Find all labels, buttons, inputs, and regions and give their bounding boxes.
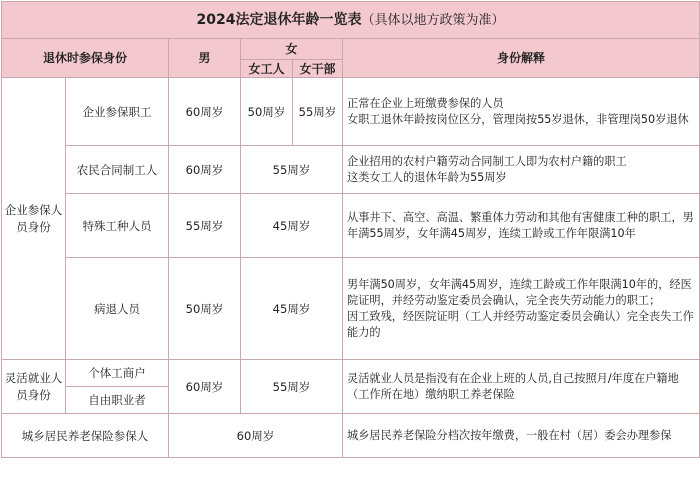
identity-explanation: 企业招用的农村户籍劳动合同制工人即为农村户籍的职工 这类女工人的退休年龄为55周岁 [343,146,700,194]
header-female-worker: 女工人 [241,60,293,78]
group-enterprise: 企业参保人员身份 [2,78,66,360]
identity-type: 病退人员 [66,258,169,360]
identity-type: 农民合同制工人 [66,146,169,194]
header-female-cadre: 女干部 [293,60,343,78]
retirement-age-table-container [1,1,699,478]
male-age: 60周岁 [169,78,241,146]
table-row [2,78,700,146]
identity-type: 自由职业者 [66,387,169,414]
female-age: 55周岁 [241,360,343,414]
identity-explanation: 男年满50周岁，女年满45周岁，连续工龄或工作年限满10年的，经医院证明，并经劳动鉴定委员会确认，完全丧失劳动能力的职工； 因工致残，经医院证明（工人并经劳动鉴定委员会确认）完全丧失工作能力的 [343,258,700,360]
table-row [2,414,700,458]
table-title [2,2,700,39]
table-row [2,360,700,387]
retirement-age-table [1,1,700,458]
male-age: 60周岁 [169,360,241,414]
table-row [2,194,700,258]
identity-explanation: 灵活就业人员是指没有在企业上班的人员,自己按照月/年度在户籍地（工作所在地）缴纳职工养老保险 [343,360,700,414]
header-female: 女 [241,39,343,60]
header-explanation: 身份解释 [343,39,700,78]
female-age: 55周岁 [241,146,343,194]
male-age: 55周岁 [169,194,241,258]
female-age: 45周岁 [241,194,343,258]
female-cadre-age: 55周岁 [293,78,343,146]
header-row-1 [2,39,700,60]
header-identity: 退休时参保身份 [2,39,169,78]
female-worker-age: 50周岁 [241,78,293,146]
identity-type: 城乡居民养老保险参保人 [2,414,169,458]
subtitle-text: （具体以地方政策为准） [361,12,505,28]
table-row [2,146,700,194]
group-flexible: 灵活就业人员身份 [2,360,66,414]
identity-type: 特殊工种人员 [66,194,169,258]
female-age: 45周岁 [241,258,343,360]
title-text: 2024法定退休年龄一览表 [196,11,362,28]
retirement-age: 60周岁 [169,414,343,458]
identity-type: 企业参保职工 [66,78,169,146]
male-age: 60周岁 [169,146,241,194]
identity-explanation: 从事井下、高空、高温、繁重体力劳动和其他有害健康工种的职工，男年满55周岁，女年满45周岁，连续工龄或工作年限满10年 [343,194,700,258]
identity-explanation: 正常在企业上班缴费参保的人员 女职工退休年龄按岗位区分，管理岗按55岁退休，非管理岗50岁退休 [343,78,700,146]
identity-type: 个体工商户 [66,360,169,387]
identity-explanation: 城乡居民养老保险分档次按年缴费，一般在村（居）委会办理参保 [343,414,700,458]
header-male: 男 [169,39,241,78]
table-row [2,258,700,360]
male-age: 50周岁 [169,258,241,360]
title-row [2,2,700,39]
